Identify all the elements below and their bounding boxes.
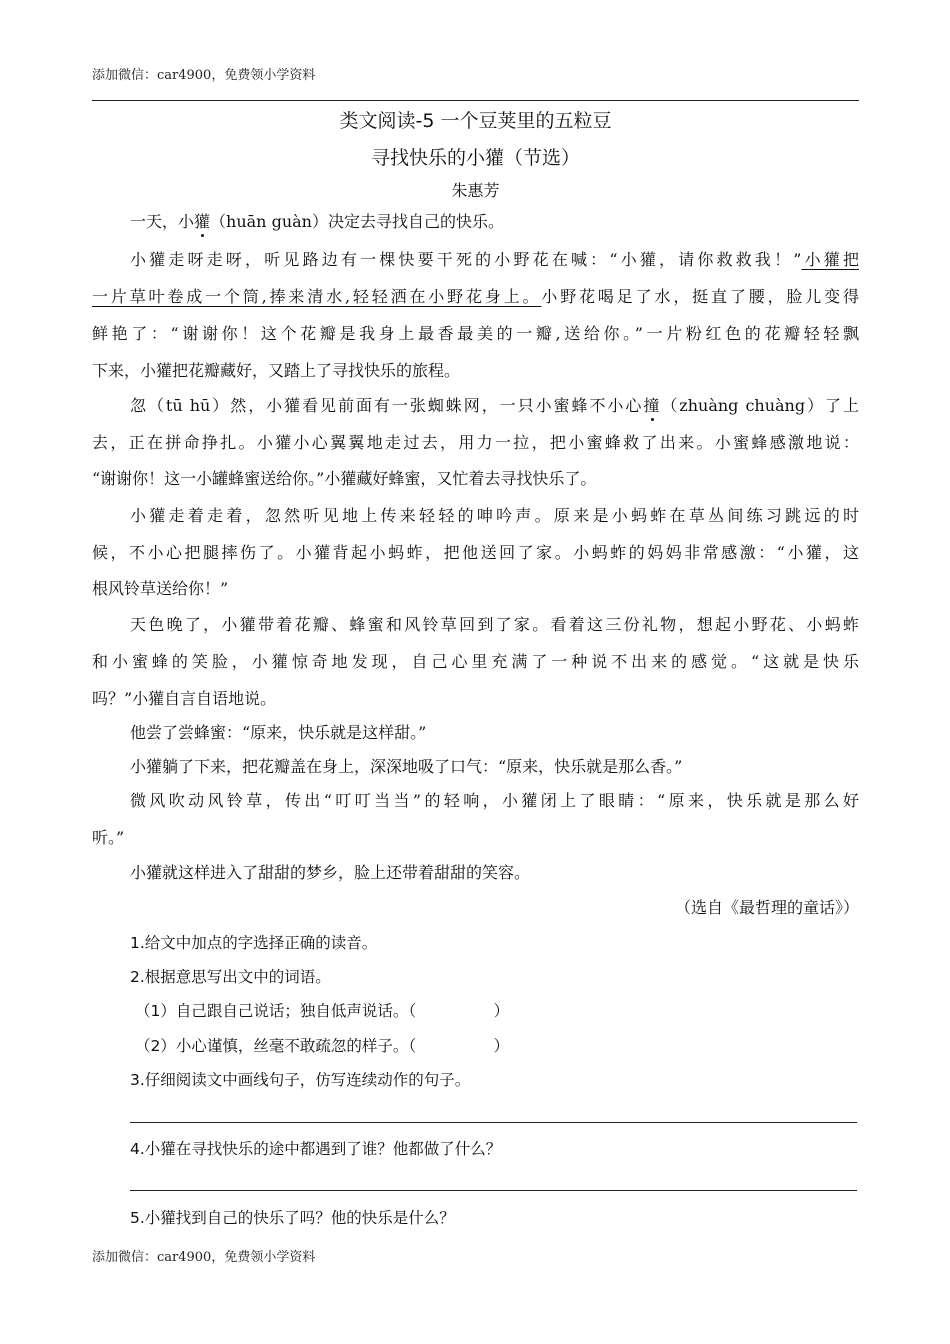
question-1: 1.给文中加点的字选择正确的读音。 [130, 934, 378, 952]
p2-line-1 [130, 250, 859, 270]
question-4: 4.小獾在寻找快乐的途中都遇到了谁？他都做了什么？ [130, 1140, 502, 1158]
unit-title: 类文阅读-5 一个豆荚里的五粒豆 [339, 110, 612, 132]
p3-line-3: “谢谢你！这一小罐蜂蜜送给你。”小獾藏好蜂蜜，又忙着去寻找快乐了。 [92, 469, 597, 488]
underlined-sentence: 小獾把 [801, 250, 859, 269]
p1-text-c: （huān guàn）决定去寻找自己的快乐。 [210, 212, 504, 231]
p2-line-4: 下来，小獾把花瓣藏好，又踏上了寻找快乐的旅程。 [92, 361, 461, 380]
p4-line-2: 候，不小心把腿摔伤了。小獾背起小蚂蚱，把他送回了家。小蚂蚱的妈妈非常感激：“小獾，这 [92, 543, 859, 562]
source-citation: （选自《最哲理的童话》） [674, 898, 859, 917]
p4-line-1: 小獾走着走着，忽然听见地上传来轻轻的呻吟声。原来是小蚂蚱在草丛间练习跳远的时 [130, 506, 859, 525]
footer-note: 添加微信：car4900，免费领小学资料 [92, 1250, 316, 1265]
header-rule [92, 100, 859, 101]
question-3: 3.仔细阅读文中画线句子，仿写连续动作的句子。 [130, 1071, 471, 1089]
p4-line-3: 根风铃草送给你！” [92, 579, 229, 598]
p3-text: （zhuàng chuàng）了上 [661, 396, 859, 415]
p2-text: 小獾走呀走呀，听见路边有一棵快要干死的小野花在喊：“小獾，请你救救我！” [130, 250, 802, 269]
p8-line-1: 微风吹动风铃草，传出“叮叮当当”的轻响，小獾闭上了眼睛：“原来，快乐就是那么好 [130, 791, 859, 810]
author: 朱惠芳 [451, 181, 500, 200]
answer-line-4[interactable] [130, 1190, 857, 1191]
dotted-char-huan: 獾 [194, 212, 211, 231]
dotted-char-zhuang: 撞 [643, 396, 662, 415]
p5-line-1: 天色晚了，小獾带着花瓣、蜂蜜和风铃草回到了家。看着这三份礼物，想起小野花、小蚂蚱 [130, 615, 859, 634]
p8-line-2: 听。” [92, 828, 125, 847]
question-2-1: （1）自己跟自己说话；独自低声说话。（ ） [135, 1002, 510, 1020]
paragraph-6: 他尝了尝蜂蜜：“原来，快乐就是这样甜。” [130, 723, 427, 742]
p5-line-3: 吗？”小獾自言自语地说。 [92, 689, 277, 708]
question-2: 2.根据意思写出文中的词语。 [130, 968, 331, 986]
answer-line-3[interactable] [130, 1122, 857, 1123]
paragraph-1 [130, 212, 859, 232]
question-2-2: （2）小心谨慎，丝毫不敢疏忽的样子。（ ） [135, 1037, 510, 1055]
underlined-sentence: 一片草叶卷成一个筒,捧来清水,轻轻洒在小野花身上。 [92, 287, 542, 306]
paragraph-9: 小獾就这样进入了甜甜的梦乡，脸上还带着甜甜的笑容。 [130, 863, 531, 882]
p2-text: 小野花喝足了水，挺直了腰，脸儿变得 [541, 287, 859, 306]
p2-line-2 [92, 287, 859, 307]
question-5: 5.小獾找到自己的快乐了吗？他的快乐是什么？ [130, 1209, 455, 1227]
p2-line-3: 鲜艳了：“谢谢你！这个花瓣是我身上最香最美的一瓣,送给你。”一片粉红色的花瓣轻轻飘 [92, 324, 859, 343]
p1-text-a: 一天，小 [130, 212, 195, 231]
header-note: 添加微信：car4900，免费领小学资料 [92, 68, 316, 83]
story-title: 寻找快乐的小獾（节选） [370, 147, 580, 169]
p3-text: 忽（tū hū）然，小獾看见前面有一张蜘蛛网，一只小蜜蜂不小心 [130, 396, 644, 415]
p3-line-1 [130, 396, 859, 416]
p5-line-2: 和小蜜蜂的笑脸，小獾惊奇地发现，自己心里充满了一种说不出来的感觉。“这就是快乐 [92, 652, 859, 671]
p3-line-2: 去，正在拼命挣扎。小獾小心翼翼地走过去，用力一拉，把小蜜蜂救了出来。小蜜蜂感激地说： [92, 433, 859, 452]
paragraph-7: 小獾躺了下来，把花瓣盖在身上，深深地吸了口气：“原来，快乐就是那么香。” [130, 757, 683, 776]
